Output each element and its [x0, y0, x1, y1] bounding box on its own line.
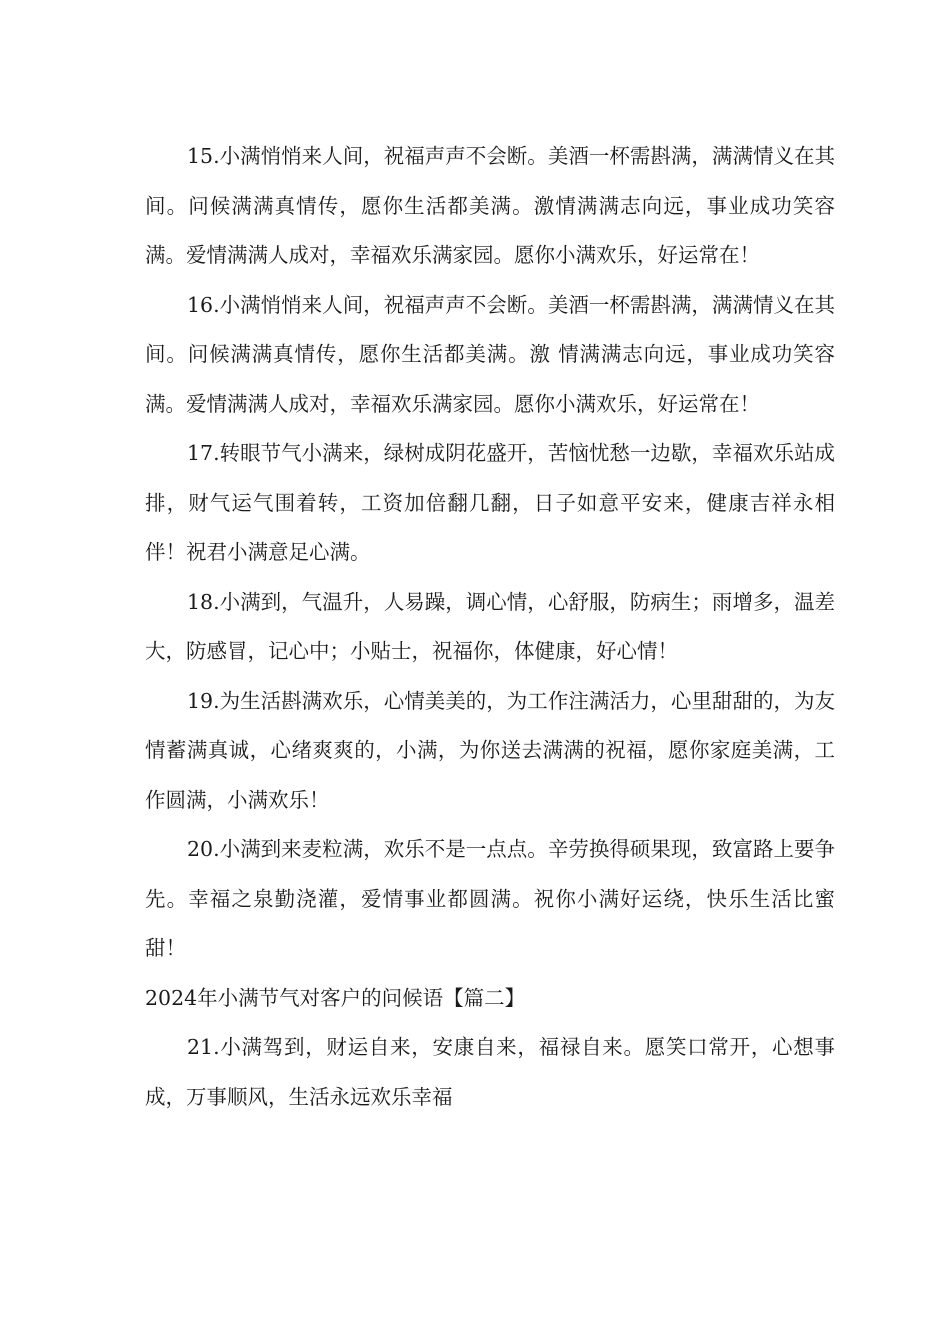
section-heading: 2024年小满节气对客户的问候语【篇二】 — [145, 985, 526, 1010]
paragraph-15: 15.小满悄悄来人间，祝福声声不会断。美酒一杯需斟满，满满情义在其间。问候满满真情传，愿你生活都美满。激情满满志向远，事业成功笑容满。爱情满满人成对，幸福欢乐满家园。愿你小满欢乐，好运常在！ — [145, 144, 835, 267]
paragraph-16: 16.小满悄悄来人间，祝福声声不会断。美酒一杯需斟满，满满情义在其间。问候满满真情传，愿你生活都美满。激 情满满志向远，事业成功笑容满。爱情满满人成对，幸福欢乐满家园。愿你小满欢乐，好运常在！ — [145, 292, 835, 416]
paragraph-19: 19.为生活斟满欢乐，心情美美的，为工作注满活力，心里甜甜的，为友情蓄满真诚，心绪爽爽的，小满，为你送去满满的祝福，愿你家庭美满，工作圆满，小满欢乐！ — [145, 688, 835, 812]
document-body — [145, 132, 835, 1122]
paragraph-21: 21.小满驾到，财运自来，安康自来，福禄自来。愿笑口常开，心想事成，万事顺风，生活永远欢乐幸福 — [145, 1035, 835, 1109]
paragraph-17: 17.转眼节气小满来，绿树成阴花盛开，苦恼忧愁一边歇，幸福欢乐站成排，财气运气围着转，工资加倍翻几翻，日子如意平安来，健康吉祥永相伴！祝君小满意足心满。 — [145, 441, 835, 564]
paragraph-18: 18.小满到，气温升，人易躁，调心情，心舒服，防病生；雨增多，温差大，防感冒，记心中；小贴士，祝福你，体健康，好心情！ — [145, 589, 835, 663]
paragraph-20: 20.小满到来麦粒满，欢乐不是一点点。辛劳换得硕果现，致富路上要争先。幸福之泉勤浇灌，爱情事业都圆满。祝你小满好运绕，快乐生活比蜜甜！ — [145, 837, 835, 960]
